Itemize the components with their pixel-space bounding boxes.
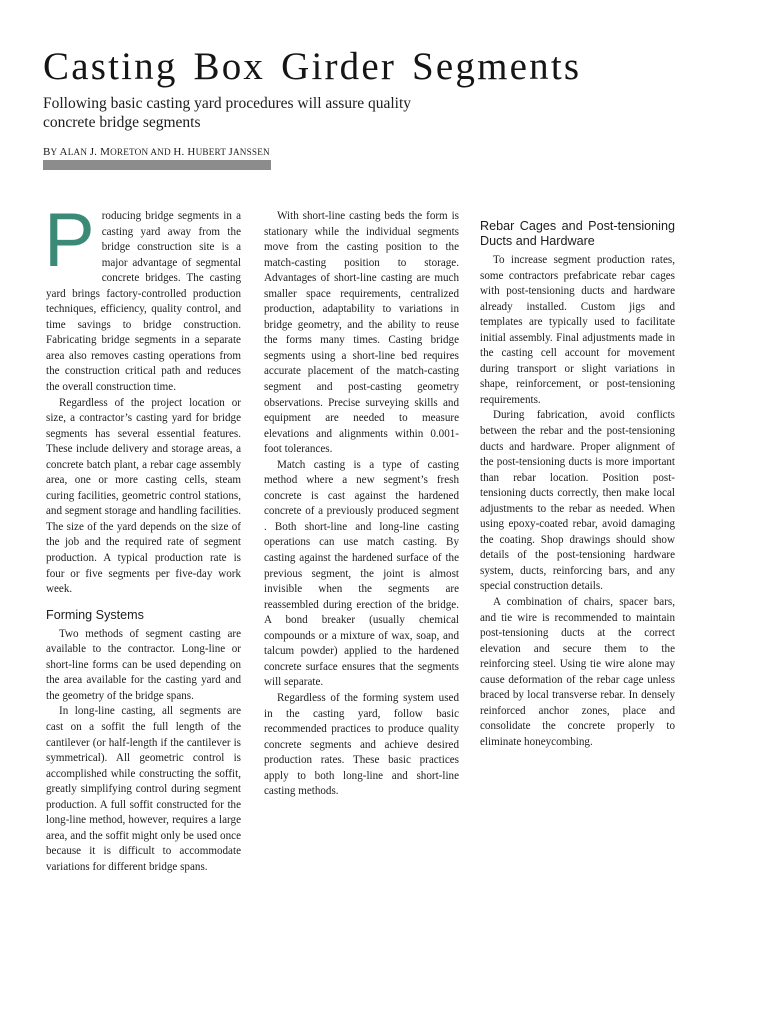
column-1 <box>44 198 241 875</box>
paragraph: With short-line casting beds the form is stationary while the individual segments move from the casting position to the match-casting position to storage. Advantages of short-line casting are much smaller space requirements, centralized production, adaptability to variations in bridge geometry, and the ability to reuse the forms many times. Casting bridge segments using a short-line bed requires accurate placement of the match-casting segment and post-casting geometry observations. Precise surveying skills and equipment are needed to measure elevations and alignments within 0.001-foot tolerances. <box>264 210 459 456</box>
section-heading-rebar: Rebar Cages and Post-tensioning Ducts and Hardware <box>480 219 675 248</box>
paragraph: Two methods of segment casting are available to the contractor. Long-line or short-line forms can be used depending on the area available for the casting yard and the geometry of the bridge spans. <box>46 627 241 702</box>
drop-cap: P <box>44 198 95 283</box>
author2-part: UBERT <box>195 147 229 157</box>
paragraph: To increase segment production rates, some contractors prefabricate rebar cages with post-tensioning ducts and hardware already installed. Custom jigs and templates are typically used to facilitate initial assembly. Final adjustments made in the casting cell account for movement during transport or slight variations in shape, reinforcement, or post-tensioning requirements. <box>480 254 675 406</box>
column-2 <box>264 209 459 800</box>
author1-part: J. M <box>89 146 111 158</box>
byline-by-rest: Y <box>50 147 60 157</box>
header-rule <box>43 160 271 170</box>
paragraph: In long-line casting, all segments are cast on a soffit the full length of the cantilever (or half-length if the cantilever is symmetrical). All geometric control is accomplished while constructing the soffit, greatly simplifying control during segment production. A full soffit constructed for the long-line method, however, requires a large area, and the soffit might only be used once because it is difficult to accommodate variations for different bridge spans. <box>46 705 241 873</box>
author1-part: LAN <box>67 147 90 157</box>
section-heading-forming: Forming Systems <box>46 607 144 622</box>
paragraph: Regardless of the forming system used in the casting yard, follow basic recommended practices to produce quality concrete segments and achieve desired production rates. These basic practices apply to both long-line and short-line casting methods. <box>264 691 459 798</box>
paragraph: Regardless of the project location or size, a contractor’s casting yard for bridge segments has several essential features. These include delivery and storage areas, a concrete batch plant, a rebar cage assembly area, one or more casting cells, steam curing facilities, geometric control stations, and segment storage and handling facilities. The size of the yard depends on the size of the job and the required rate of segment production. A typical production rate is four or five segments per five-day work week. <box>46 396 241 596</box>
paragraph: A combination of chairs, spacer bars, and tie wire is recommended to maintain post-tensioning ducts at the correct elevation and secure them to the reinforcing steel. Using tie wire alone may cause deformation of the rebar cage unless braced by local transverse rebar. In densely reinforced anchor zones, place and consolidate the concrete properly to eliminate honeycombing. <box>480 596 675 748</box>
column-3 <box>480 209 675 751</box>
paragraph: Match casting is a type of casting method where a new segment’s fresh concrete is cast against the hardened concrete of a previously produced segment . Both short-line and long-line casting operations can use match casting. By casting against the hardened surface of the previous segment, the joint is almost invisible when the segments are reassembled during erection of the bridge. A bond breaker (usually chemical compounds or a mixture of wax, soap, and talcum powder) applied to the hardened concrete surface ensures that the segments will separate. <box>264 458 459 689</box>
paragraph <box>44 198 241 396</box>
byline <box>43 146 270 158</box>
author2-part: J <box>228 146 233 158</box>
author2-part: ANSSEN <box>232 147 270 157</box>
article-subtitle: Following basic casting yard procedures will assure quality concrete bridge segments <box>43 95 412 131</box>
author1-part: ORETON AND <box>110 147 174 157</box>
article-title: Casting Box Girder Segments <box>43 45 582 88</box>
byline-by-cap: B <box>43 146 51 158</box>
paragraph: During fabrication, avoid conflicts between the rebar and the post-tensioning ducts and hardware. Proper alignment of the post-tensioning ducts is more important than rebar location. Position post-tensioning ducts correctly, then make local adjustments to the rebar as needed. When using epoxy-coated rebar, avoid damaging the coating. Shop drawings should show details of the post-tensioning hardware system, ducts, reinforcing bars, and any special construction details. <box>480 409 675 593</box>
paragraph-text: roducing bridge segments in a casting yard away from the bridge construction site is a major advantage of segmental concrete bridges. The casting yard brings factory-controlled production techniques, efficiency, quality control, and time savings to bridge construction. Fabricating bridge segments in a separate area also removes casting operations from the construction critical path and reduces the overall construction time. <box>46 210 241 394</box>
author2-part: H. H <box>173 146 196 158</box>
author1-initial: A <box>59 146 68 158</box>
